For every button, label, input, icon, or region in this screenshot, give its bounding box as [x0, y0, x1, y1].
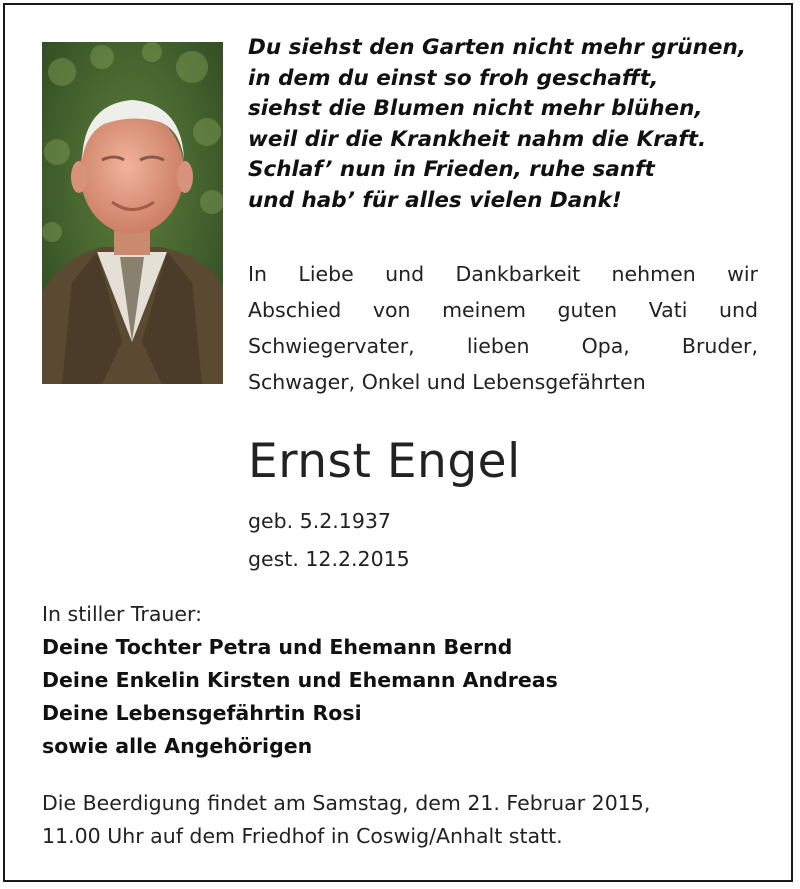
- farewell-text: [248, 256, 758, 400]
- birth-date: geb. 5.2.1937: [248, 509, 391, 533]
- poem: [248, 33, 768, 216]
- poem-line: siehst die Blumen nicht mehr blühen,: [248, 96, 703, 121]
- poem-line: in dem du einst so froh geschafft,: [248, 65, 659, 91]
- poem-line: und hab’ für alles vielen Dank!: [248, 187, 622, 213]
- mourner-entry: Deine Lebensgefährtin Rosi: [42, 701, 362, 725]
- life-dates: [248, 502, 410, 578]
- mourner-entry: sowie alle Angehörigen: [42, 734, 313, 758]
- portrait-photo: [42, 42, 223, 384]
- farewell-line: Schwiegervater, lieben Opa, Bruder,: [248, 334, 758, 358]
- poem-line: weil dir die Krankheit nahm die Kraft.: [248, 126, 707, 152]
- farewell-line: In Liebe und Dankbarkeit nehmen wir: [248, 262, 758, 286]
- mourner-entry: Deine Enkelin Kirsten und Ehemann Andreas: [42, 668, 558, 692]
- poem-line: Du siehst den Garten nicht mehr grünen,: [248, 35, 746, 60]
- farewell-line: Schwager, Onkel und Lebensgefährten: [248, 370, 646, 394]
- mourners-heading: In stiller Trauer:: [42, 602, 202, 626]
- mourner-entry: Deine Tochter Petra und Ehemann Bernd: [42, 635, 513, 659]
- mourners-list: [42, 598, 762, 763]
- deceased-name: Ernst Engel: [248, 434, 521, 489]
- farewell-line: Abschied von meinem guten Vati und: [248, 298, 758, 322]
- funeral-line: Die Beerdigung findet am Samstag, dem 21. Februar 2015,: [42, 791, 651, 815]
- death-date: gest. 12.2.2015: [248, 547, 410, 571]
- funeral-info: [42, 787, 762, 853]
- poem-line: Schlaf’ nun in Frieden, ruhe sanft: [248, 157, 655, 182]
- funeral-line: 11.00 Uhr auf dem Friedhof in Coswig/Anhalt statt.: [42, 824, 563, 848]
